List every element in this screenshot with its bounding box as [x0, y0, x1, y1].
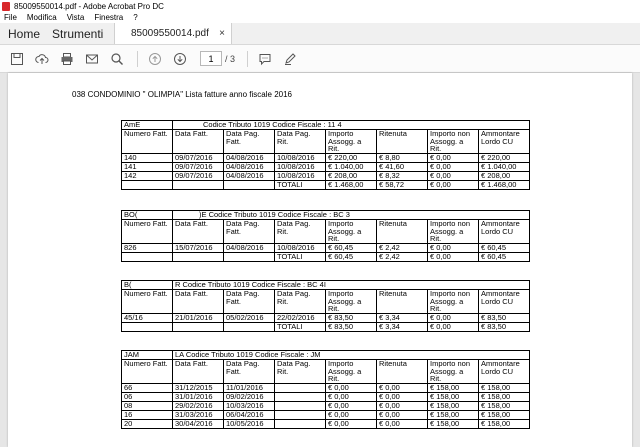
- cell: [275, 401, 326, 410]
- table-row: [122, 313, 530, 322]
- block-name: AmE: [122, 121, 173, 130]
- email-icon[interactable]: [84, 51, 100, 67]
- cell: € 1.040,00: [326, 162, 377, 171]
- header-cell: Importo Assogg. a Rit.: [326, 290, 377, 314]
- header-cell: Ritenuta: [377, 130, 428, 154]
- cell: 05/02/2016: [224, 313, 275, 322]
- menu-vista[interactable]: Vista: [66, 13, 85, 22]
- cell: € 83,50: [479, 313, 530, 322]
- cell: € 0,00: [326, 419, 377, 428]
- cell: € 158,00: [428, 383, 479, 392]
- cell: € 1.468,00: [479, 180, 530, 189]
- cell: € 3,34: [377, 313, 428, 322]
- cell: € 2,42: [377, 252, 428, 261]
- cell: € 158,00: [479, 392, 530, 401]
- cell: 66: [122, 383, 173, 392]
- header-cell: Data Pag. Rit.: [275, 360, 326, 384]
- header-cell: Data Fatt.: [173, 130, 224, 154]
- cell: € 60,45: [326, 252, 377, 261]
- cell: [173, 322, 224, 331]
- tab-home[interactable]: Home: [8, 26, 41, 41]
- cell: 04/08/2016: [224, 153, 275, 162]
- cell: € 158,00: [428, 419, 479, 428]
- cell: € 0,00: [428, 171, 479, 180]
- cell: € 0,00: [377, 383, 428, 392]
- cell: € 0,00: [428, 180, 479, 189]
- table-row: [122, 383, 530, 392]
- totals-row: [122, 322, 530, 331]
- cell: € 0,00: [377, 419, 428, 428]
- cell: € 60,45: [479, 243, 530, 252]
- menu-modifica[interactable]: Modifica: [26, 13, 57, 22]
- totals-label: TOTALI: [275, 180, 326, 189]
- cell: 10/08/2016: [275, 153, 326, 162]
- cell: [275, 419, 326, 428]
- header-cell: Importo non Assogg. a Rit.: [428, 130, 479, 154]
- cell: 826: [122, 243, 173, 252]
- cell: € 158,00: [479, 419, 530, 428]
- window-title: 85009550014.pdf - Adobe Acrobat Pro DC: [14, 1, 164, 11]
- cell: [173, 180, 224, 189]
- table-row: [122, 401, 530, 410]
- totals-row: [122, 180, 530, 189]
- search-icon[interactable]: [109, 51, 125, 67]
- acrobat-app-icon: [2, 2, 10, 11]
- header-row: [122, 220, 530, 244]
- toolbar-divider: [137, 51, 138, 67]
- cell: € 3,34: [377, 322, 428, 331]
- table-row: [122, 419, 530, 428]
- block-title-row: [122, 351, 530, 360]
- cell: 31/01/2016: [173, 392, 224, 401]
- table-row: [122, 171, 530, 180]
- totals-label: TOTALI: [275, 252, 326, 261]
- cell: 09/02/2016: [224, 392, 275, 401]
- tab-document[interactable]: [114, 23, 232, 44]
- cell: 29/02/2016: [173, 401, 224, 410]
- cell: € 0,00: [326, 410, 377, 419]
- cell: [173, 252, 224, 261]
- table-row: [122, 162, 530, 171]
- window-titlebar: [0, 0, 640, 12]
- cell: € 60,45: [479, 252, 530, 261]
- table-row: [122, 243, 530, 252]
- table-row: [122, 153, 530, 162]
- cell: € 0,00: [428, 252, 479, 261]
- menu-bar: [0, 12, 640, 23]
- cell: € 2,42: [377, 243, 428, 252]
- cell: € 158,00: [479, 383, 530, 392]
- cell: 15/07/2016: [173, 243, 224, 252]
- cell: € 208,00: [479, 171, 530, 180]
- page-number-input[interactable]: 1: [200, 51, 222, 66]
- cell: € 158,00: [428, 392, 479, 401]
- cell: 142: [122, 171, 173, 180]
- cell: 30/04/2016: [173, 419, 224, 428]
- cell: 45/16: [122, 313, 173, 322]
- header-cell: Data Pag. Rit.: [275, 130, 326, 154]
- invoice-block: [121, 280, 530, 332]
- menu-help[interactable]: ?: [133, 13, 138, 22]
- cell: 21/01/2016: [173, 313, 224, 322]
- header-cell: Ammontare Lordo CU: [479, 290, 530, 314]
- cell: € 158,00: [428, 410, 479, 419]
- header-cell: Data Pag. Rit.: [275, 290, 326, 314]
- cell: € 60,45: [326, 243, 377, 252]
- header-cell: Importo Assogg. a Rit.: [326, 360, 377, 384]
- close-tab-icon[interactable]: ×: [219, 28, 225, 39]
- pdf-page: [8, 73, 632, 447]
- header-cell: Numero Fatt.: [122, 220, 173, 244]
- header-cell: Ammontare Lordo CU: [479, 360, 530, 384]
- document-viewer[interactable]: [0, 73, 640, 447]
- cell: 04/08/2016: [224, 162, 275, 171]
- cell: 09/07/2016: [173, 162, 224, 171]
- toolbar-divider: [247, 51, 248, 67]
- block-title: )E Codice Tributo 1019 Codice Fiscale : BC 3: [173, 211, 530, 220]
- cell: [224, 322, 275, 331]
- table-row: [122, 410, 530, 419]
- header-cell: Data Pag. Rit.: [275, 220, 326, 244]
- cell: € 158,00: [428, 401, 479, 410]
- tab-bar: [0, 23, 640, 45]
- next-page-icon[interactable]: [172, 51, 188, 67]
- totals-label: TOTALI: [275, 322, 326, 331]
- cell: € 0,00: [326, 392, 377, 401]
- header-cell: Importo non Assogg. a Rit.: [428, 290, 479, 314]
- comment-icon[interactable]: [257, 51, 273, 67]
- cell: 16: [122, 410, 173, 419]
- header-cell: Numero Fatt.: [122, 290, 173, 314]
- cell: € 0,00: [326, 401, 377, 410]
- header-row: [122, 130, 530, 154]
- cell: € 58,72: [377, 180, 428, 189]
- cell: € 220,00: [326, 153, 377, 162]
- invoice-block: [121, 210, 530, 262]
- cell: € 158,00: [479, 410, 530, 419]
- cell: [275, 410, 326, 419]
- cell: € 0,00: [428, 313, 479, 322]
- block-title: LA Codice Tributo 1019 Codice Fiscale : JM: [173, 351, 530, 360]
- cell: 140: [122, 153, 173, 162]
- cell: 22/02/2016: [275, 313, 326, 322]
- tab-tools[interactable]: Strumenti: [52, 26, 104, 41]
- block-title-row: [122, 281, 530, 290]
- cell: 09/07/2016: [173, 153, 224, 162]
- cell: € 8,80: [377, 153, 428, 162]
- header-cell: Ritenuta: [377, 360, 428, 384]
- cell: 10/05/2016: [224, 419, 275, 428]
- block-title: Codice Tributo 1019 Codice Fiscale : 11 4: [173, 121, 530, 130]
- cell: [122, 252, 173, 261]
- print-icon[interactable]: [59, 51, 75, 67]
- header-cell: Ammontare Lordo CU: [479, 130, 530, 154]
- cell: € 83,50: [326, 322, 377, 331]
- header-cell: Data Pag. Fatt.: [224, 290, 275, 314]
- cell: € 1.040,00: [479, 162, 530, 171]
- invoice-block: [121, 350, 530, 429]
- toolbar: [0, 45, 640, 73]
- header-cell: Data Pag. Fatt.: [224, 130, 275, 154]
- block-name: B(: [122, 281, 173, 290]
- menu-finestra[interactable]: Finestra: [94, 13, 124, 22]
- block-title: R Codice Tributo 1019 Codice Fiscale : BC 4I: [173, 281, 530, 290]
- cell: € 0,00: [377, 401, 428, 410]
- header-cell: Data Pag. Fatt.: [224, 220, 275, 244]
- cell: € 0,00: [428, 322, 479, 331]
- pen-icon[interactable]: [282, 51, 298, 67]
- header-cell: Importo non Assogg. a Rit.: [428, 360, 479, 384]
- header-cell: Ritenuta: [377, 290, 428, 314]
- cell: € 0,00: [428, 153, 479, 162]
- cell: [275, 392, 326, 401]
- cell: 10/03/2016: [224, 401, 275, 410]
- page-count: / 3: [225, 53, 236, 64]
- header-cell: Numero Fatt.: [122, 130, 173, 154]
- cell: 04/08/2016: [224, 171, 275, 180]
- invoice-block: [121, 120, 530, 190]
- save-icon[interactable]: [9, 51, 25, 67]
- cell: [122, 180, 173, 189]
- cell: 10/08/2016: [275, 171, 326, 180]
- cell: € 83,50: [326, 313, 377, 322]
- cell: € 83,50: [479, 322, 530, 331]
- block-title-row: [122, 211, 530, 220]
- header-cell: Data Pag. Fatt.: [224, 360, 275, 384]
- table-row: [122, 392, 530, 401]
- cell: € 8,32: [377, 171, 428, 180]
- cell: € 0,00: [326, 383, 377, 392]
- header-cell: Importo Assogg. a Rit.: [326, 220, 377, 244]
- cell: 09/07/2016: [173, 171, 224, 180]
- cell: € 0,00: [377, 392, 428, 401]
- header-cell: Ritenuta: [377, 220, 428, 244]
- menu-file[interactable]: File: [4, 13, 17, 22]
- cell: [224, 180, 275, 189]
- header-cell: Ammontare Lordo CU: [479, 220, 530, 244]
- cell: 31/03/2016: [173, 410, 224, 419]
- header-cell: Data Fatt.: [173, 290, 224, 314]
- header-cell: Data Fatt.: [173, 360, 224, 384]
- header-cell: Data Fatt.: [173, 220, 224, 244]
- cell: [275, 383, 326, 392]
- upload-cloud-icon[interactable]: [34, 51, 50, 67]
- tab-document-label: 85009550014.pdf: [131, 28, 209, 39]
- cell: [122, 322, 173, 331]
- block-title-row: [122, 121, 530, 130]
- cell: € 158,00: [479, 401, 530, 410]
- cell: 08: [122, 401, 173, 410]
- cell: 11/01/2016: [224, 383, 275, 392]
- header-row: [122, 290, 530, 314]
- cell: € 1.468,00: [326, 180, 377, 189]
- cell: € 220,00: [479, 153, 530, 162]
- cell: 10/08/2016: [275, 243, 326, 252]
- previous-page-icon[interactable]: [147, 51, 163, 67]
- block-name: JAM: [122, 351, 173, 360]
- cell: € 0,00: [377, 410, 428, 419]
- header-row: [122, 360, 530, 384]
- cell: 04/08/2016: [224, 243, 275, 252]
- cell: € 208,00: [326, 171, 377, 180]
- cell: 141: [122, 162, 173, 171]
- cell: 06: [122, 392, 173, 401]
- cell: 31/12/2015: [173, 383, 224, 392]
- totals-row: [122, 252, 530, 261]
- block-name: BO(: [122, 211, 173, 220]
- cell: 06/04/2016: [224, 410, 275, 419]
- header-cell: Numero Fatt.: [122, 360, 173, 384]
- cell: € 0,00: [428, 243, 479, 252]
- header-cell: Importo Assogg. a Rit.: [326, 130, 377, 154]
- header-cell: Importo non Assogg. a Rit.: [428, 220, 479, 244]
- cell: 10/08/2016: [275, 162, 326, 171]
- document-title: 038 CONDOMINIO " OLIMPIA" Lista fatture anno fiscale 2016: [72, 90, 292, 99]
- cell: [224, 252, 275, 261]
- cell: € 41,60: [377, 162, 428, 171]
- cell: 20: [122, 419, 173, 428]
- cell: € 0,00: [428, 162, 479, 171]
